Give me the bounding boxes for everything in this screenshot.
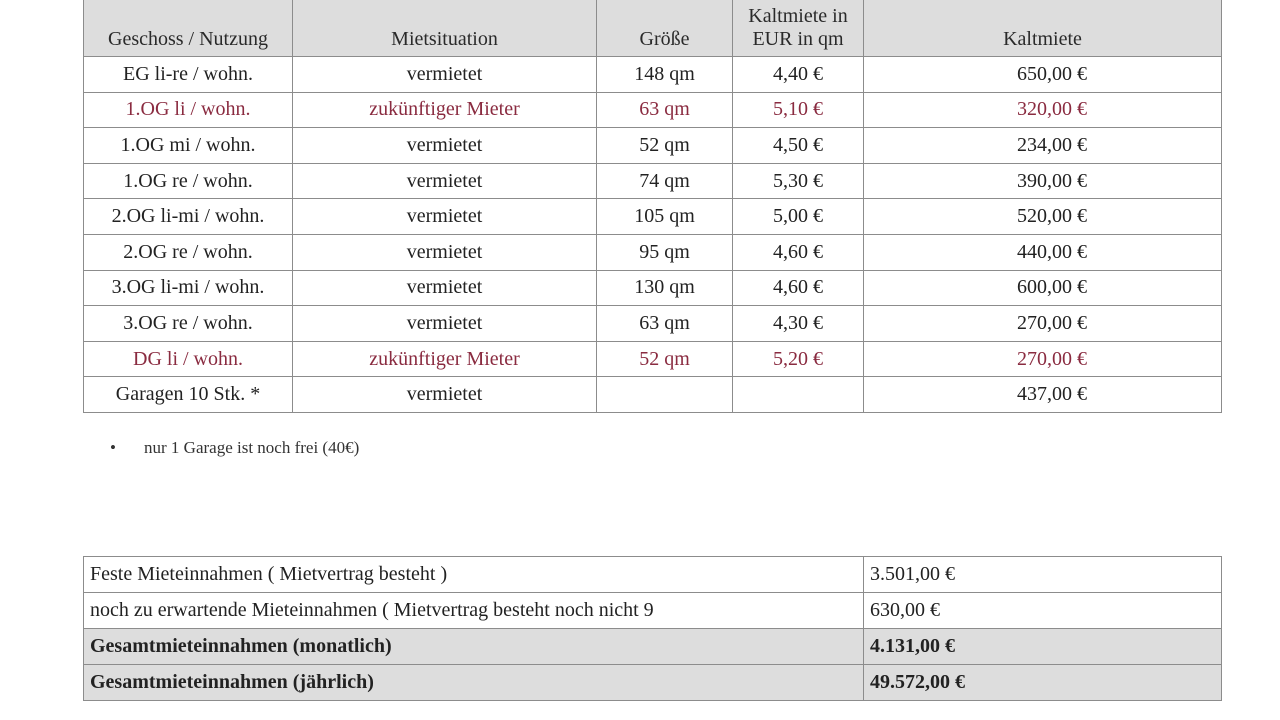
table-row (84, 377, 1222, 413)
table-row (84, 163, 1222, 199)
cell-situation: vermietet (293, 270, 597, 306)
cell-rent: 234,00 € (864, 128, 1222, 164)
cell-rate: 4,60 € (733, 234, 864, 270)
summary-row (84, 629, 1222, 665)
rent-table-header-row (84, 0, 1222, 57)
cell-rent: 440,00 € (864, 234, 1222, 270)
cell-situation: vermietet (293, 377, 597, 413)
bullet-point: • (110, 438, 116, 457)
cell-rent: 270,00 € (864, 306, 1222, 342)
table-row (84, 199, 1222, 235)
cell-rent: 520,00 € (864, 199, 1222, 235)
cell-situation: vermietet (293, 128, 597, 164)
rent-table-body (84, 57, 1222, 413)
summary-row (84, 665, 1222, 701)
header-rent: Kaltmiete (864, 0, 1222, 57)
cell-rate: 4,40 € (733, 57, 864, 93)
summary-label: Gesamtmieteinnahmen (monatlich) (84, 629, 864, 665)
summary-row (84, 593, 1222, 629)
cell-floor: 1.OG mi / wohn. (84, 128, 293, 164)
summary-label: noch zu erwartende Mieteinnahmen ( Mietvertrag besteht noch nicht 9 (84, 593, 864, 629)
footnote (110, 438, 359, 458)
cell-floor: 3.OG li-mi / wohn. (84, 270, 293, 306)
cell-situation: vermietet (293, 199, 597, 235)
cell-floor: 2.OG re / wohn. (84, 234, 293, 270)
cell-rate: 5,30 € (733, 163, 864, 199)
table-row (84, 234, 1222, 270)
cell-situation: vermietet (293, 306, 597, 342)
cell-rent: 390,00 € (864, 163, 1222, 199)
header-rate-per-sqm: Kaltmiete in EUR in qm (733, 0, 864, 57)
summary-row (84, 557, 1222, 593)
summary-label: Feste Mieteinnahmen ( Mietvertrag besteht ) (84, 557, 864, 593)
cell-rent: 437,00 € (864, 377, 1222, 413)
cell-rate: 4,60 € (733, 270, 864, 306)
table-row (84, 270, 1222, 306)
cell-situation: vermietet (293, 163, 597, 199)
cell-size: 74 qm (597, 163, 733, 199)
cell-size: 63 qm (597, 92, 733, 128)
summary-value: 4.131,00 € (864, 629, 1222, 665)
table-row (84, 306, 1222, 342)
cell-floor: 2.OG li-mi / wohn. (84, 199, 293, 235)
cell-rate: 4,50 € (733, 128, 864, 164)
cell-rent: 650,00 € (864, 57, 1222, 93)
cell-floor: Garagen 10 Stk. * (84, 377, 293, 413)
cell-rate: 5,20 € (733, 341, 864, 377)
cell-size: 130 qm (597, 270, 733, 306)
summary-value: 630,00 € (864, 593, 1222, 629)
cell-floor: EG li-re / wohn. (84, 57, 293, 93)
cell-size: 95 qm (597, 234, 733, 270)
table-row (84, 92, 1222, 128)
summary-table-body (84, 557, 1222, 701)
cell-floor: 3.OG re / wohn. (84, 306, 293, 342)
cell-size: 52 qm (597, 341, 733, 377)
cell-rent: 600,00 € (864, 270, 1222, 306)
cell-rate: 4,30 € (733, 306, 864, 342)
cell-size: 63 qm (597, 306, 733, 342)
cell-size (597, 377, 733, 413)
cell-situation: zukünftiger Mieter (293, 341, 597, 377)
header-floor: Geschoss / Nutzung (84, 0, 293, 57)
cell-size: 52 qm (597, 128, 733, 164)
cell-rate: 5,10 € (733, 92, 864, 128)
footnote-text: nur 1 Garage ist noch frei (40€) (144, 438, 360, 457)
header-size: Größe (597, 0, 733, 57)
cell-floor: 1.OG li / wohn. (84, 92, 293, 128)
cell-situation: vermietet (293, 57, 597, 93)
summary-table (83, 556, 1222, 701)
rent-table (83, 0, 1222, 413)
summary-value: 3.501,00 € (864, 557, 1222, 593)
cell-size: 148 qm (597, 57, 733, 93)
table-row (84, 57, 1222, 93)
header-situation: Mietsituation (293, 0, 597, 57)
table-row (84, 128, 1222, 164)
cell-situation: vermietet (293, 234, 597, 270)
table-row (84, 341, 1222, 377)
cell-rate: 5,00 € (733, 199, 864, 235)
cell-rent: 320,00 € (864, 92, 1222, 128)
cell-situation: zukünftiger Mieter (293, 92, 597, 128)
summary-label: Gesamtmieteinnahmen (jährlich) (84, 665, 864, 701)
cell-rent: 270,00 € (864, 341, 1222, 377)
cell-floor: 1.OG re / wohn. (84, 163, 293, 199)
summary-value: 49.572,00 € (864, 665, 1222, 701)
cell-rate (733, 377, 864, 413)
cell-size: 105 qm (597, 199, 733, 235)
cell-floor: DG li / wohn. (84, 341, 293, 377)
